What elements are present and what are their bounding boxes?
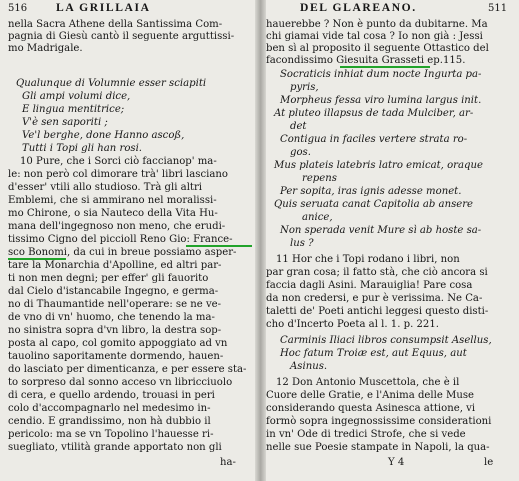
catchword: le <box>484 457 494 468</box>
page-number: 511 <box>488 3 508 14</box>
text-line: ben sì al proposito il seguente Ottastico del <box>266 43 489 54</box>
poem-line: E lingua mentitrice; <box>22 104 125 115</box>
poem-line: lus ? <box>290 238 314 249</box>
poem-line: Gli ampi volumi dice, <box>22 91 131 102</box>
highlight-underline <box>340 66 430 68</box>
text-line: de vno di vn' huomo, che tenendo la ma- <box>8 312 215 323</box>
book-gutter <box>255 0 266 481</box>
signature-mark: Y 4 <box>388 457 405 468</box>
text-line: chi giamai vide tal cosa ? Io non già : Jessi <box>266 31 483 42</box>
text-line: da non credersi, e pur è verissima. Ne Ca- <box>266 293 483 304</box>
highlight-underline <box>186 245 252 247</box>
text-line: no di Thaumantide nell'operare: se ne ve- <box>8 299 222 310</box>
text-line: d'esser' vtili allo studioso. Trà gli altri <box>8 182 203 193</box>
poem-line: Tutti i Topi gli han rosi. <box>22 143 143 154</box>
running-head: DEL GLAREANO. <box>300 1 417 14</box>
text-line: tauolino saporitamente dormendo, hauen- <box>8 351 224 362</box>
poem-line: At pluteo illapsus de tada Mulciber, ar- <box>274 108 474 119</box>
poem-line: Qualunque di Volumnie esser sciapiti <box>16 78 207 89</box>
highlight-underline <box>8 258 66 260</box>
text-line: nella Sacra Athene della Santissima Com- <box>8 19 223 30</box>
text-line: cho d'Incerto Poeta al l. 1. p. 221. <box>266 319 439 330</box>
poem-line: Per sopita, iras ignis adesse monet. <box>280 186 462 197</box>
text-line: di cera, e quello ardendo, trouasi in peri <box>8 390 215 401</box>
text-line: 12 Don Antonio Muscettola, che è il <box>276 377 460 388</box>
poem-line: Non sperada venit Mure sì ab hoste sa- <box>280 225 482 236</box>
poem-line: Asinus. <box>290 361 328 372</box>
running-head: LA GRILLAIA <box>56 1 151 14</box>
poem-line: Contigua in faciles vertere strata ro- <box>280 134 468 145</box>
text-line: 10 Pure, che i Sorci ciò faccianop' ma- <box>20 156 217 167</box>
text-line: Cuore delle Gratie, e l'Anima delle Muse <box>266 390 475 401</box>
text-line: pagnia di Giesù cantò il seguente arguttissi- <box>8 31 235 42</box>
text-line: 11 Hor che i Topi rodano i libri, non <box>276 254 460 265</box>
text-line: Emblemi, che si ammirano nel moralissi- <box>8 195 217 206</box>
poem-line: Quis seruata canat Capitolia ab ansere <box>274 199 474 210</box>
text-line: tare la Monarchia d'Apolline, ed altri par- <box>8 260 222 271</box>
text-line: formò sopra ingegnossissime considerationi <box>266 416 492 427</box>
text-line: mo Chirone, o sia Nauteco della Vita Hu- <box>8 208 218 219</box>
left-page <box>0 0 255 481</box>
poem-line: Mus plateis latebris latro emicat, oraque <box>274 160 483 171</box>
text-line: dal Cielo d'istancabile Ingegno, e germa- <box>8 286 219 297</box>
poem-line: Carminis Iliaci libros consumpsit Asellus, <box>280 335 492 346</box>
text-line: faccia dagli Asini. Marauiglia! Pare cosa <box>266 280 473 291</box>
poem-line: V'è sen saporiti ; <box>22 117 108 128</box>
text-line: no sinistra sopra d'vn libro, la destra sop- <box>8 325 222 336</box>
catchword: ha- <box>220 457 236 468</box>
text-line: nelle sue Poesie stampate in Napoli, la qua- <box>266 442 490 453</box>
poem-line: Hoc fatum Troiæ est, aut Equus, aut <box>280 348 467 359</box>
text-line: considerando questa Asinesca attione, vi <box>266 403 476 414</box>
poem-line: Socraticis inhiat dum nocte Ingurta pa- <box>280 69 482 80</box>
text-line: par gran cosa; il fatto stà, che ciò ancora si <box>266 267 488 278</box>
text-line: pericolo: ma se vn Topolino l'hauesse ri- <box>8 429 214 440</box>
text-line: posta al capo, col gomito appoggiato ad vn <box>8 338 228 349</box>
poem-line: Morpheus fessa viro lumina largus init. <box>280 95 482 106</box>
text-line: sco Bonomi, da cui in breue possiamo asper- <box>8 247 237 258</box>
text-line: hauerebbe ? Non è punto da dubitarne. Ma <box>266 19 488 30</box>
text-line: ti non men degni; per effer' gli fauorito <box>8 273 209 284</box>
text-line: do lasciato per dimenticanza, e per essere sta- <box>8 364 247 375</box>
text-line: mana dell'ingegnoso non meno, che erudi- <box>8 221 226 232</box>
poem-line: Ve'l berghe, done Hanno ascoß, <box>22 130 185 141</box>
text-line: le: non però col dimorare trà' libri lasciano <box>8 169 228 180</box>
text-line: tissimo Cigno del piccioll Reno Gio: France- <box>8 234 233 245</box>
poem-line: anice, <box>302 212 333 223</box>
poem-line: gos. <box>290 147 311 158</box>
text-line: to sorpreso dal sonno acceso vn libricciuolo <box>8 377 233 388</box>
text-line: facondissimo Giesuita Grasseti ep.115. <box>266 55 466 66</box>
text-line: in vn' Ode di tredici Strofe, che si vede <box>266 429 466 440</box>
text-line: cendio. E grandissimo, non hà dubbio il <box>8 416 211 427</box>
text-line: mo Madrigale. <box>8 43 83 54</box>
poem-line: pyris, <box>290 82 319 93</box>
poem-line: repens <box>302 173 337 184</box>
text-line: colo d'accompagnarlo nel medesimo in- <box>8 403 211 414</box>
page-number: 516 <box>8 3 28 14</box>
poem-line: det <box>290 121 307 132</box>
text-line: taletti de' Poeti antichi leggesi questo disti- <box>266 306 489 317</box>
right-page <box>266 0 519 481</box>
text-line: suegliato, vtilità grande apportato non gli <box>8 442 222 453</box>
